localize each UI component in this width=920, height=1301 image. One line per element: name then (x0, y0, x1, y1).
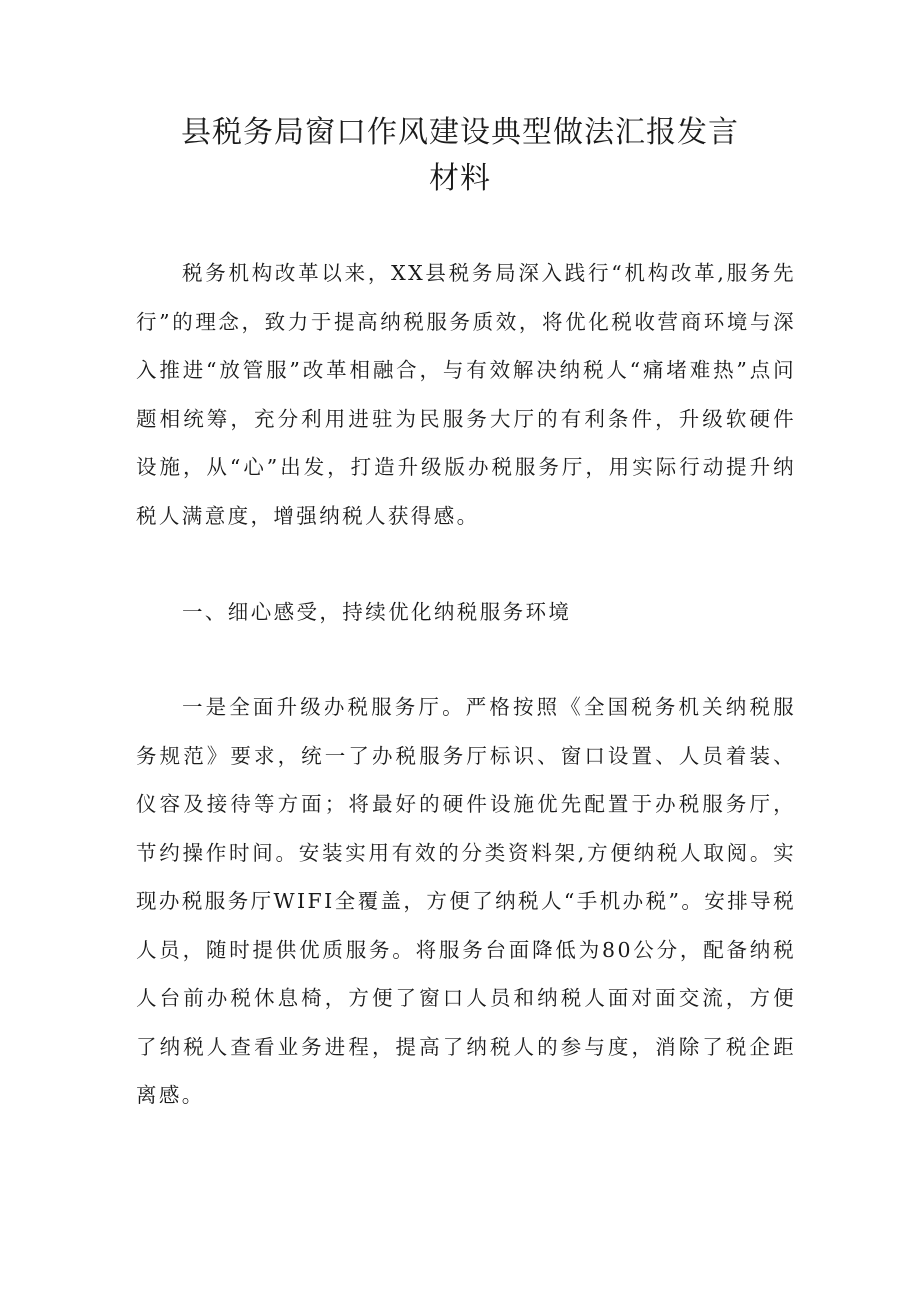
intro-paragraph: 税务机构改革以来，XX县税务局深入践行“机构改革,服务先行”的理念，致力于提高纳税服务质效，将优化税收营商环境与深入推进“放管服”改革相融合，与有效解决纳税人“痛堵难热”点问题相统筹，充分利用进驻为民服务大厅的有利条件，升级软硬件设施，从“心”出发，打造升级版办税服务厅，用实际行动提升纳税人满意度，增强纳税人获得感。 (136, 261, 796, 528)
document-title-line1: 县税务局窗口作风建设典型做法汇报发言 (181, 115, 739, 150)
body-paragraph-1: 一是全面升级办税服务厅。严格按照《全国税务机关纳税服务规范》要求，统一了办税服务厅标识、窗口设置、人员着装、仪容及接待等方面；将最好的硬件设施优先配置于办税服务厅，节约操作时间。安装实用有效的分类资料架,方便纳税人取阅。实现办税服务厅WIFI全覆盖，方便了纳税人“手机办税”。安排导税人员，随时提供优质服务。将服务台面降低为80公分，配备纳税人台前办税休息椅，方便了窗口人员和纳税人面对面交流，方便了纳税人查看业务进程，提高了纳税人的参与度，消除了税企距离感。 (136, 695, 796, 1107)
section-heading-1: 一、细心感受，持续优化纳税服务环境 (182, 600, 572, 624)
document-title-line2: 材料 (429, 161, 491, 196)
